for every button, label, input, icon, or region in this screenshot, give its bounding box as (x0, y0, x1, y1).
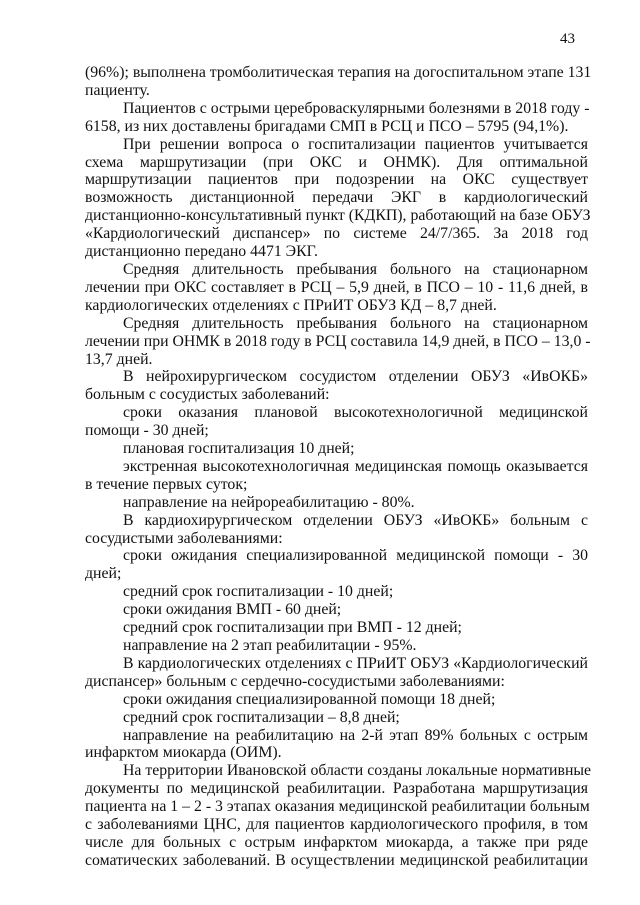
text-line: 6158, из них доставлены бригадами СМП в РСЦ и ПСО – 5795 (94,1%). (85, 117, 569, 135)
text-line: направление на 2 этап реабилитации - 95%. (123, 637, 417, 654)
paragraph (85, 512, 588, 548)
paragraph (85, 583, 588, 601)
paragraph (85, 100, 588, 136)
text-line: сроки ожидания специализированной медицинской помощи - 30 (123, 547, 588, 565)
text-line: сроки ожидания специализированной помощи 18 дней; (123, 690, 496, 708)
paragraph (85, 709, 588, 727)
text-line: направление на нейрореабилитацию - 80%. (123, 493, 415, 511)
text-line: В нейрохирургическом сосудистом отделении ОБУЗ «ИвОКБ» (123, 368, 588, 386)
text-line: маршрутизации пациентов при подозрении на ОКС существует (85, 171, 588, 189)
text-line: В кардиологических отделениях с ПРиИТ ОБУЗ «Кардиологический (123, 654, 588, 672)
text-line: сосудистыми заболеваниями: (85, 529, 283, 547)
paragraph (85, 619, 588, 637)
paragraph (85, 727, 588, 763)
paragraph (85, 547, 588, 583)
paragraph (85, 637, 588, 655)
text-line: средний срок госпитализации - 10 дней; (123, 583, 394, 601)
paragraph (85, 314, 591, 369)
text-line: сроки ожидания ВМП - 60 дней; (123, 601, 342, 619)
text-line: инфарктом миокарда (ОИМ). (85, 744, 282, 762)
text-line: пациенту. (85, 81, 150, 99)
paragraph (85, 494, 588, 512)
paragraph (85, 64, 592, 100)
text-line: числе для больных с острым инфарктом миокарда, а также при ряде (85, 833, 588, 851)
text-line: в течение первых суток; (85, 475, 248, 493)
text-line: возможность дистанционной передачи ЭКГ в кардиологический (85, 189, 588, 207)
text-line: сроки оказания плановой высокотехнологичной медицинской (123, 404, 588, 422)
text-line: При решении вопроса о госпитализации пациентов учитывается (123, 135, 588, 153)
paragraph (85, 601, 588, 619)
paragraph (85, 691, 588, 709)
paragraph (85, 368, 588, 404)
text-line: плановая госпитализация 10 дней; (123, 440, 355, 458)
text-line: Средняя длительность пребывания больного на стационарном (123, 260, 588, 278)
text-line: Средняя длительность пребывания больного на стационарном (123, 314, 588, 332)
text-line: дней; (85, 565, 122, 583)
paragraph (85, 404, 588, 440)
text-line: лечении при ОНМК в 2018 году в РСЦ составила 14,9 дней, в ПСО – 13,0 - (85, 332, 591, 350)
text-line: экстренная высокотехнологичная медицинская помощь оказывается (123, 457, 588, 475)
text-line: Пациентов с острыми цереброваскулярными болезнями в 2018 году - (123, 99, 590, 117)
text-line: средний срок госпитализации при ВМП - 12 дней; (123, 619, 462, 637)
text-line: дистанционно передано 4471 ЭКГ. (85, 243, 318, 261)
text-line: На территории Ивановской области созданы локальные нормативные (123, 762, 592, 780)
text-line: (96%); выполнена тромболитическая терапия на догоспитальном этапе 131 (85, 64, 592, 81)
text-line: пациента на 1 – 2 - 3 этапах оказания медицинской реабилитации больным (85, 798, 590, 816)
text-line: «Кардиологический диспансер» по системе 24/7/365. За 2018 год (85, 225, 588, 243)
text-line: дистанционно-консультативный пункт (КДКП), работающий на базе ОБУЗ (85, 207, 591, 225)
paragraph (85, 440, 588, 458)
text-line: документы по медицинской реабилитации. Разработана маршрутизация (85, 780, 588, 798)
document-body (85, 64, 592, 870)
page-number: 43 (560, 31, 575, 47)
paragraph (85, 762, 592, 869)
text-line: соматических заболеваний. В осуществлении медицинской реабилитации (85, 851, 588, 869)
paragraph (85, 261, 588, 315)
text-line: средний срок госпитализации – 8,8 дней; (123, 708, 400, 726)
paragraph (85, 655, 588, 691)
text-line: диспансер» больным с сердечно-сосудистыми заболеваниями: (85, 672, 505, 690)
text-line: с заболеваниями ЦНС, для пациентов кардиологического профиля, в том (85, 816, 588, 834)
paragraph (85, 135, 591, 261)
text-line: схема маршрутизации (при ОКС и ОНМК). Для оптимальной (85, 153, 588, 171)
text-line: помощи - 30 дней; (85, 422, 209, 440)
text-line: направление на реабилитацию на 2-й этап 89% больных с острым (123, 726, 588, 744)
text-line: лечении при ОКС составляет в РСЦ – 5,9 дней, в ПСО – 10 - 11,6 дней, в (85, 278, 588, 296)
paragraph (85, 458, 588, 494)
text-line: В кардиохирургическом отделении ОБУЗ «ИвОКБ» больным с (123, 511, 588, 529)
text-line: больным с сосудистых заболеваний: (85, 386, 330, 404)
text-line: 13,7 дней. (85, 350, 153, 368)
text-line: кардиологических отделениях с ПРиИТ ОБУЗ КД – 8,7 дней. (85, 296, 497, 314)
